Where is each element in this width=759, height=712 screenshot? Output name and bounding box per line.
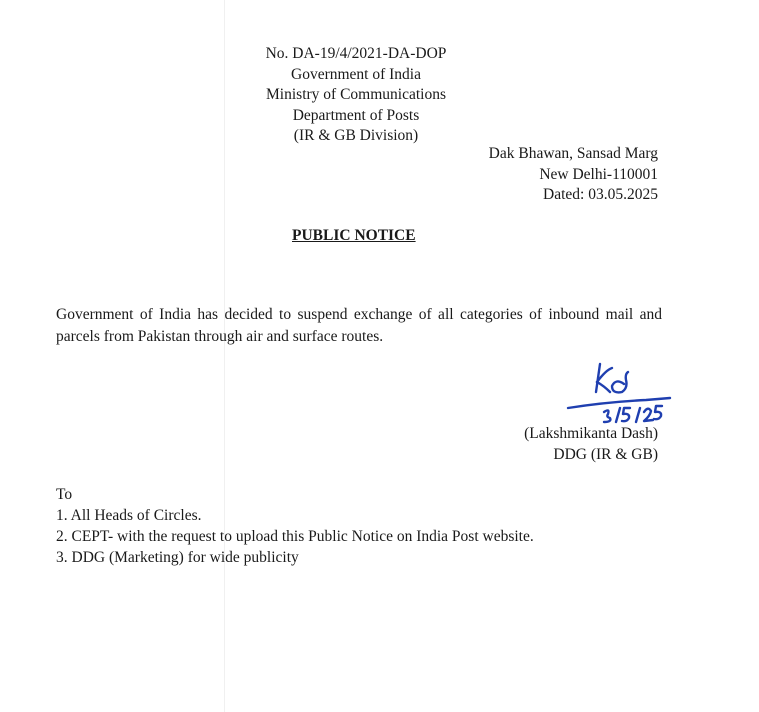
signatory-name: (Lakshmikanta Dash) [524,425,658,442]
list-item: 1. All Heads of Circles. [56,507,202,524]
handwritten-signature [566,360,676,426]
list-item: 2. CEPT- with the request to upload this Public Notice on India Post website. [56,528,534,545]
letterhead [250,44,462,147]
address-city: New Delhi-110001 [539,165,658,183]
address-building: Dak Bhawan, Sansad Marg [488,145,658,162]
notice-title: PUBLIC NOTICE [292,227,416,244]
division-name: (IR & GB Division) [293,127,419,144]
scan-fold-line [224,0,225,712]
to-label: To [56,486,73,503]
distribution-list [56,484,534,568]
ministry-name: Ministry of Communications [266,86,446,103]
signatory [524,424,658,465]
signature-strokes [568,364,670,422]
list-item: 3. DDG (Marketing) for wide publicity [56,549,299,566]
issue-date: Dated: 03.05.2025 [543,186,658,203]
notice-body: Government of India has decided to suspend exchange of all categories of inbound mail and parcels from Pakistan through air and surface routes. [56,306,662,345]
department-name: Department of Posts [292,106,420,124]
file-number: No. DA-19/4/2021-DA-DOP [265,45,447,62]
issuing-address [489,144,658,206]
signatory-designation: DDG (IR & GB) [553,445,658,463]
government-name: Government of India [291,65,421,83]
